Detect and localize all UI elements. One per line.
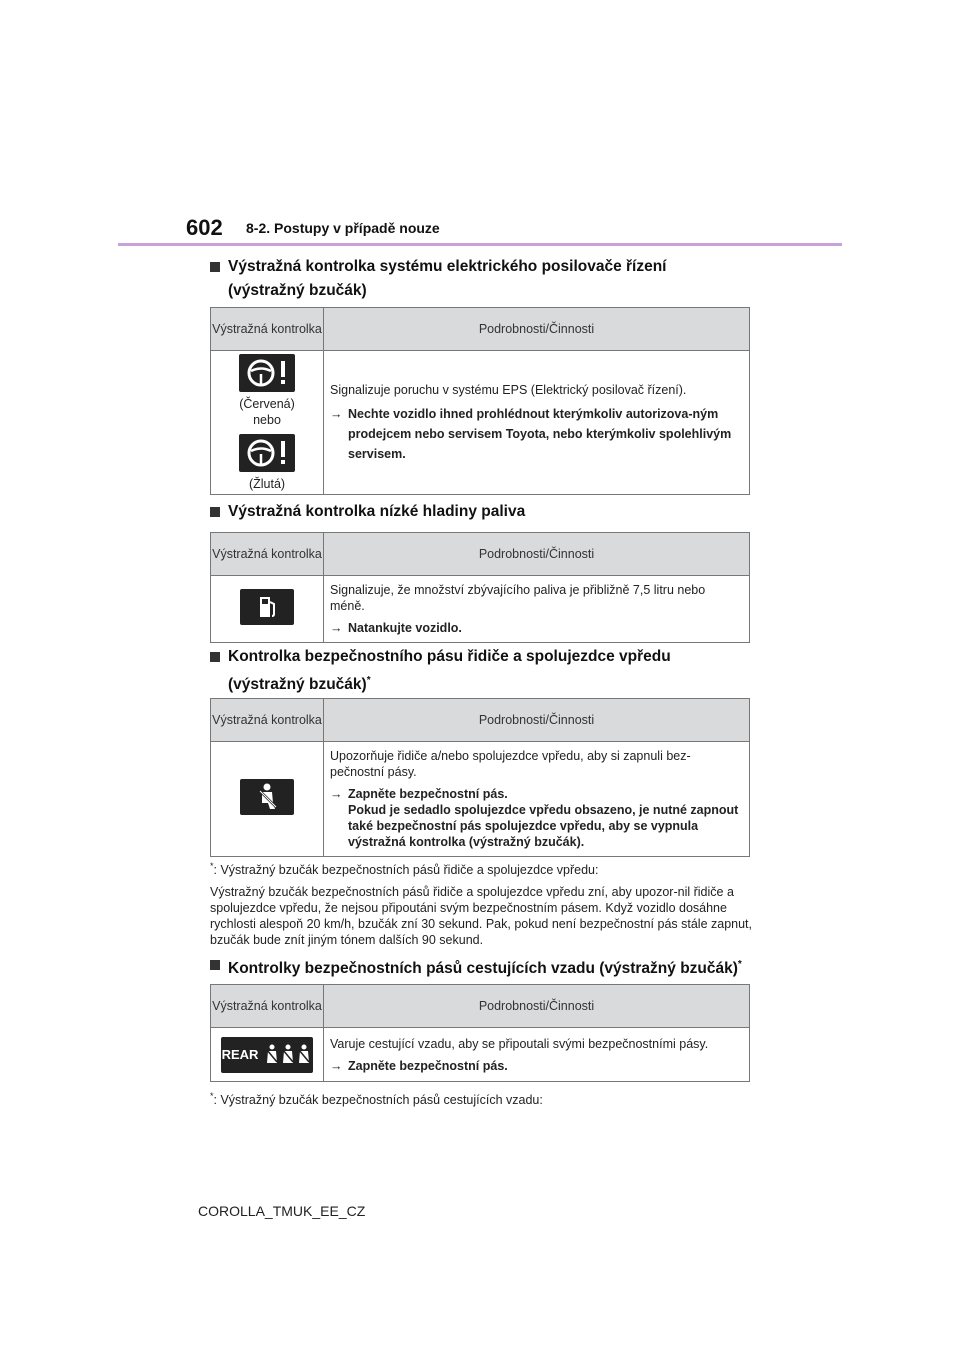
section-eps [210,255,770,303]
square-bullet-icon [210,652,220,662]
arrow-icon: → [330,787,343,801]
details-cell [324,742,750,857]
footnote-front: *: Výstražný bzučák bezpečnostních pásů řidiče a spolujezdce vpředu: [210,861,599,878]
section-title: Výstražná kontrolka nízké hladiny paliva [210,500,770,524]
section-fuel [210,500,770,524]
page-number: 602 [186,215,223,240]
arrow-icon: → [330,621,343,635]
details-cell [324,351,750,495]
chapter-title: 8-2. Postupy v případě nouze [246,220,440,236]
section-front-seatbelt [210,645,770,697]
square-bullet-icon [210,507,220,517]
warning-table-front-seatbelt [210,698,750,857]
fuel-pump-icon [240,589,294,625]
description: Varuje cestující vzadu, aby se připoutali svými bezpečnostními pásy. [330,1036,709,1051]
header-warning-light: Výstražná kontrolka [211,699,324,742]
header-details: Podrobnosti/Činnosti [324,699,750,742]
square-bullet-icon [210,262,220,272]
or-text: nebo [253,412,281,427]
details-cell [324,1028,750,1082]
description: Upozorňuje řidiče a/nebo spolujezdce vpředu, aby si zapnuli bez-pečnostní pásy. [330,749,691,779]
warning-table-fuel [210,532,750,643]
warning-table-rear-seatbelt [210,984,750,1082]
header-warning-light: Výstražná kontrolka [211,308,324,351]
description: Signalizuje, že množství zbývajícího paliva je přibližně 7,5 litru nebo méně. [330,583,706,613]
seatbelt-icon [240,779,294,815]
red-caption: (Červená) [239,396,295,411]
section-title: Výstražná kontrolka systému elektrického posilovače řízení (výstražný bzučák) [210,255,770,303]
icon-cell [211,576,324,643]
action-detail: Pokud je sedadlo spolujezdce vpředu obsazeno, je nutné zapnout také bezpečnostní pás spolujezdce vpředu, aby se vypnula výstražná kontrolka (výstražný bzučák). [348,803,739,849]
header-details: Podrobnosti/Činnosti [324,533,750,576]
footer-doc-code: COROLLA_TMUK_EE_CZ [198,1203,366,1219]
action: → Zapněte bezpečnostní pás. [330,1058,508,1073]
header-warning-light: Výstražná kontrolka [211,985,324,1028]
warning-table-eps [210,307,750,495]
icon-cell [211,1028,324,1082]
arrow-icon: → [330,1058,343,1073]
action: → Nechte vozidlo ihned prohlédnout kterýmkoliv autorizova-ným prodejcem nebo servisem Toyota, nebo kterýmkoliv spolehlivým servisem. [330,404,741,464]
icon-cell [211,742,324,857]
yellow-caption: (Žlutá) [248,476,286,491]
section-rear-seatbelt [210,953,770,981]
header-details: Podrobnosti/Činnosti [324,308,750,351]
header-divider [118,243,842,246]
rear-seatbelt-icon: REAR [221,1037,313,1073]
arrow-icon: → [330,406,343,421]
section-title: Kontrolky bezpečnostních pásů cestujících vzadu (výstražný bzučák)* [210,953,770,981]
icon-cell [211,351,324,495]
paragraph-front-buzzer: Výstražný bzučák bezpečnostních pásů řidiče a spolujezdce vpředu zní, aby upozor-nil řidiče a spolujezdce vpředu, že nejsou připoutáni svým bezpečnostním pásem. Když vozidlo dosáhne rychlosti alespoň 20 km/h, bzučák zní 30 sekund. Pak, pokud není bezpečnostní pás stále zapnut, bzučák bude znít jiným tónem dalších 90 sekund. [210,885,752,947]
footnote-rear: *: Výstražný bzučák bezpečnostních pásů cestujících vzadu: [210,1091,543,1108]
action: → Natankujte vozidlo. [330,621,462,635]
action: → Zapněte bezpečnostní pás. Pokud je sedadlo spolujezdce vpředu obsazeno, je nutné zapnout také bezpečnostní pás spolujezdce vpředu, aby se vypnula výstražná kontrolka (výstražný bzučák). [330,787,739,849]
eps-yellow-warning-icon [239,434,295,472]
section-title: Kontrolka bezpečnostního pásu řidiče a spolujezdce vpředu (výstražný bzučák)* [210,645,770,697]
header-details: Podrobnosti/Činnosti [324,985,750,1028]
square-bullet-icon [210,960,220,970]
description: Signalizuje poruchu v systému EPS (Elektrický posilovač řízení). [330,382,687,397]
details-cell [324,576,750,643]
header-warning-light: Výstražná kontrolka [211,533,324,576]
eps-red-warning-icon [239,354,295,392]
